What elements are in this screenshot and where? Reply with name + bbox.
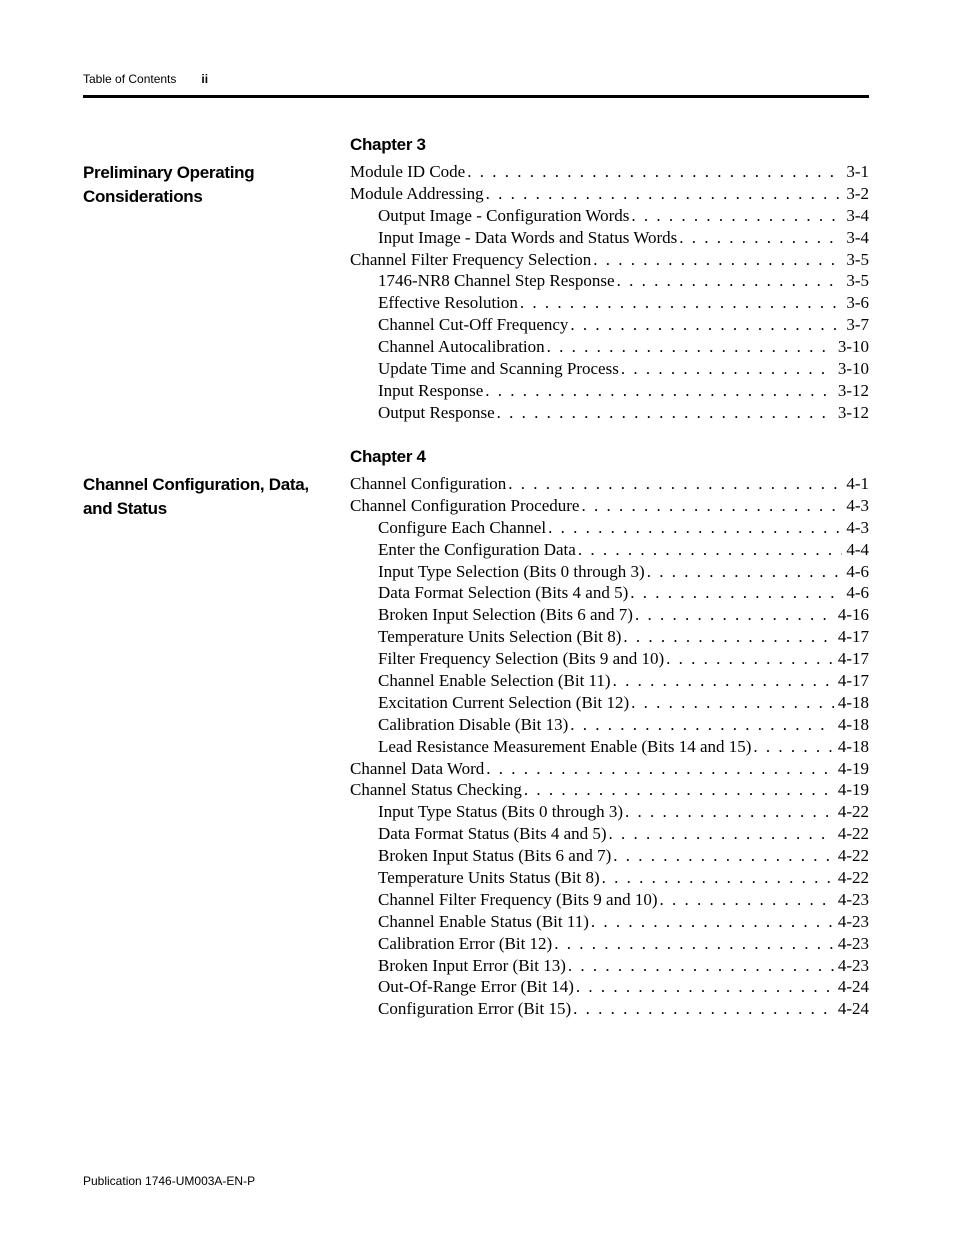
toc-entry[interactable] [350, 539, 869, 561]
toc-entry-title: Data Format Selection (Bits 4 and 5) [378, 583, 629, 603]
header-rule [83, 95, 869, 98]
dot-leader [630, 582, 842, 604]
toc-entry-page: 3-4 [846, 205, 869, 225]
toc-entry-title: Output Response [378, 402, 495, 422]
toc-entry-page: 4-22 [837, 868, 869, 888]
toc-entry-page: 4-23 [837, 889, 869, 909]
toc-entry-page: 3-1 [846, 162, 869, 181]
toc-entry[interactable] [350, 955, 869, 977]
toc-entry-page: 4-23 [837, 911, 869, 931]
toc-entry-title: Configure Each Channel [378, 517, 547, 537]
dot-leader [485, 380, 834, 402]
toc-entry-page: 3-5 [846, 249, 869, 269]
toc-entry-title: Excitation Current Selection (Bit 12) [378, 692, 630, 712]
toc-entry[interactable] [350, 604, 869, 626]
toc-entry-page: 3-7 [846, 315, 869, 335]
dot-leader [568, 955, 834, 977]
toc-entry-page: 4-3 [846, 517, 869, 537]
toc-entry[interactable] [350, 867, 869, 889]
toc-entry-title: Broken Input Selection (Bits 6 and 7) [378, 605, 633, 625]
toc-entry-page: 4-18 [837, 714, 869, 734]
toc-entry-title: Input Response [378, 380, 484, 400]
toc-entry-page: 4-4 [846, 539, 869, 559]
dot-leader [623, 626, 833, 648]
dot-leader [497, 402, 834, 424]
toc-entry[interactable] [350, 670, 869, 692]
dot-leader [753, 736, 833, 758]
toc-entry-page: 4-22 [837, 824, 869, 844]
dot-leader [621, 358, 834, 380]
toc-entry-title: Channel Filter Frequency (Bits 9 and 10) [378, 889, 658, 909]
toc-entry-page: 3-10 [837, 337, 869, 357]
dot-leader [602, 867, 834, 889]
chapter-label: Chapter 4 [350, 447, 426, 466]
dot-leader [631, 205, 842, 227]
toc-entry[interactable] [350, 183, 869, 205]
dot-leader [508, 473, 842, 495]
toc-entry-title: Input Image - Data Words and Status Words [378, 227, 678, 247]
toc-entry-title: Output Image - Configuration Words [378, 205, 630, 225]
toc-entry-page: 3-12 [837, 402, 869, 422]
toc-entry[interactable] [350, 161, 869, 183]
toc-entry[interactable] [350, 358, 869, 380]
toc-entry[interactable] [350, 336, 869, 358]
toc-entry-title: Data Format Status (Bits 4 and 5) [378, 824, 607, 844]
toc-entry[interactable] [350, 801, 869, 823]
toc-entry-title: Update Time and Scanning Process [378, 359, 619, 379]
dot-leader [520, 292, 842, 314]
toc-entry-page: 4-6 [846, 561, 869, 581]
chapter-title: Preliminary Operating Considerations [83, 163, 255, 206]
toc-entry-page: 4-17 [837, 649, 869, 669]
toc-entry[interactable] [350, 714, 869, 736]
toc-entry-page: 4-24 [837, 977, 869, 997]
toc-entry[interactable] [350, 292, 869, 314]
toc-entry-title: Input Type Selection (Bits 0 through 3) [378, 561, 645, 581]
dot-leader [486, 758, 834, 780]
dot-leader [548, 517, 842, 539]
toc-entry-title: Channel Configuration Procedure [350, 495, 580, 515]
dot-leader [581, 495, 842, 517]
toc-entry-page: 4-3 [846, 495, 869, 515]
page-footer: Publication 1746-UM003A-EN-P [83, 1174, 256, 1188]
toc-entry-title: Module ID Code [350, 162, 466, 181]
toc-entry[interactable] [350, 911, 869, 933]
toc-entry-page: 4-24 [837, 999, 869, 1019]
toc-entry-title: Broken Input Status (Bits 6 and 7) [378, 846, 612, 866]
toc-entry[interactable] [350, 736, 869, 758]
dot-leader [613, 670, 834, 692]
dot-leader [617, 270, 843, 292]
toc-entry[interactable] [350, 692, 869, 714]
dot-leader [666, 648, 834, 670]
toc-entry[interactable] [350, 227, 869, 249]
toc-entry[interactable] [350, 561, 869, 583]
toc-entry-page: 4-18 [837, 692, 869, 712]
dot-leader [467, 161, 842, 183]
dot-leader [660, 889, 834, 911]
dot-leader [593, 249, 842, 271]
dot-leader [625, 801, 834, 823]
dot-leader [486, 183, 843, 205]
dot-leader [647, 561, 843, 583]
toc-entry-page: 4-19 [837, 758, 869, 778]
toc-entry-title: Temperature Units Status (Bit 8) [378, 868, 600, 888]
chapter-title: Channel Configuration, Data, and Status [83, 475, 309, 518]
header-page-number: ii [201, 72, 209, 86]
toc-entry-page: 4-22 [837, 846, 869, 866]
toc-entry[interactable] [350, 779, 869, 801]
toc-entry[interactable] [350, 270, 869, 292]
toc-entry-title: Calibration Error (Bit 12) [378, 933, 553, 953]
toc-entry[interactable] [350, 495, 869, 517]
toc-entry-title: Input Type Status (Bits 0 through 3) [378, 802, 623, 822]
header-section-title: Table of Contents [83, 72, 177, 86]
dot-leader [679, 227, 842, 249]
dot-leader [554, 933, 834, 955]
toc-entry-page: 4-17 [837, 627, 869, 647]
toc-entry-page: 4-6 [846, 583, 869, 603]
toc-entry-title: Channel Autocalibration [378, 337, 545, 357]
toc-entry-title: Configuration Error (Bit 15) [378, 999, 572, 1019]
toc-entry-page: 4-22 [837, 802, 869, 822]
toc-entry-title: Channel Enable Status (Bit 11) [378, 911, 589, 931]
dot-leader [573, 998, 834, 1020]
toc-entry[interactable] [350, 402, 869, 424]
toc-entry-page: 4-18 [837, 736, 869, 756]
toc-entry[interactable] [350, 582, 869, 604]
toc-entry-list [350, 161, 869, 424]
toc-entry-title: Filter Frequency Selection (Bits 9 and 10) [378, 649, 665, 669]
toc-entry-page: 3-4 [846, 227, 869, 247]
toc-entry-title: Broken Input Error (Bit 13) [378, 955, 566, 975]
toc-entry[interactable] [350, 823, 869, 845]
toc-entry-page: 3-10 [837, 359, 869, 379]
toc-entry-title: Channel Enable Selection (Bit 11) [378, 671, 611, 691]
toc-entry[interactable] [350, 758, 869, 780]
toc-entry-title: Channel Cut-Off Frequency [378, 315, 569, 335]
toc-entry[interactable] [350, 998, 869, 1020]
dot-leader [576, 976, 834, 998]
dot-leader [578, 539, 843, 561]
dot-leader [609, 823, 834, 845]
toc-entry-page: 4-23 [837, 955, 869, 975]
chapter-label: Chapter 3 [350, 135, 426, 154]
toc-entry-page: 4-16 [837, 605, 869, 625]
toc-entry[interactable] [350, 845, 869, 867]
toc-entry-title: Module Addressing [350, 183, 484, 203]
toc-entry-page: 4-17 [837, 671, 869, 691]
toc-entry-title: Effective Resolution [378, 293, 518, 313]
dot-leader [631, 692, 834, 714]
toc-entry[interactable] [350, 249, 869, 271]
dot-leader [570, 714, 834, 736]
toc-entry[interactable] [350, 205, 869, 227]
toc-entry-page: 3-2 [846, 183, 869, 203]
dot-leader [570, 314, 842, 336]
toc-entry-page: 3-5 [846, 271, 869, 291]
toc-entry[interactable] [350, 933, 869, 955]
toc-entry-title: Calibration Disable (Bit 13) [378, 714, 569, 734]
toc-entry[interactable] [350, 380, 869, 402]
toc-entry[interactable] [350, 314, 869, 336]
toc-entry-title: Enter the Configuration Data [378, 539, 576, 559]
toc-entry-list [350, 473, 869, 1020]
dot-leader [547, 336, 834, 358]
toc-entry-page: 4-19 [837, 780, 869, 800]
toc-entry-page: 3-12 [837, 380, 869, 400]
page-header [83, 72, 208, 86]
toc-entry-title: Channel Data Word [350, 758, 485, 778]
toc-entry-title: Out-Of-Range Error (Bit 14) [378, 977, 574, 997]
toc-entry[interactable] [350, 626, 869, 648]
dot-leader [524, 779, 834, 801]
toc-entry-page: 3-6 [846, 293, 869, 313]
toc-entry[interactable] [350, 889, 869, 911]
toc-entry-title: Lead Resistance Measurement Enable (Bits 14 and 15) [378, 736, 752, 756]
toc-entry[interactable] [350, 517, 869, 539]
toc-entry-title: 1746-NR8 Channel Step Response [378, 271, 615, 291]
toc-entry-page: 4-1 [846, 474, 869, 493]
toc-entry-title: Channel Configuration [350, 474, 507, 493]
dot-leader [635, 604, 834, 626]
toc-entry[interactable] [350, 976, 869, 998]
dot-leader [613, 845, 834, 867]
toc-entry-title: Temperature Units Selection (Bit 8) [378, 627, 622, 647]
toc-entry-page: 4-23 [837, 933, 869, 953]
toc-entry-title: Channel Status Checking [350, 780, 522, 800]
toc-entry-title: Channel Filter Frequency Selection [350, 249, 592, 269]
dot-leader [591, 911, 834, 933]
toc-entry[interactable] [350, 648, 869, 670]
toc-entry[interactable] [350, 473, 869, 495]
